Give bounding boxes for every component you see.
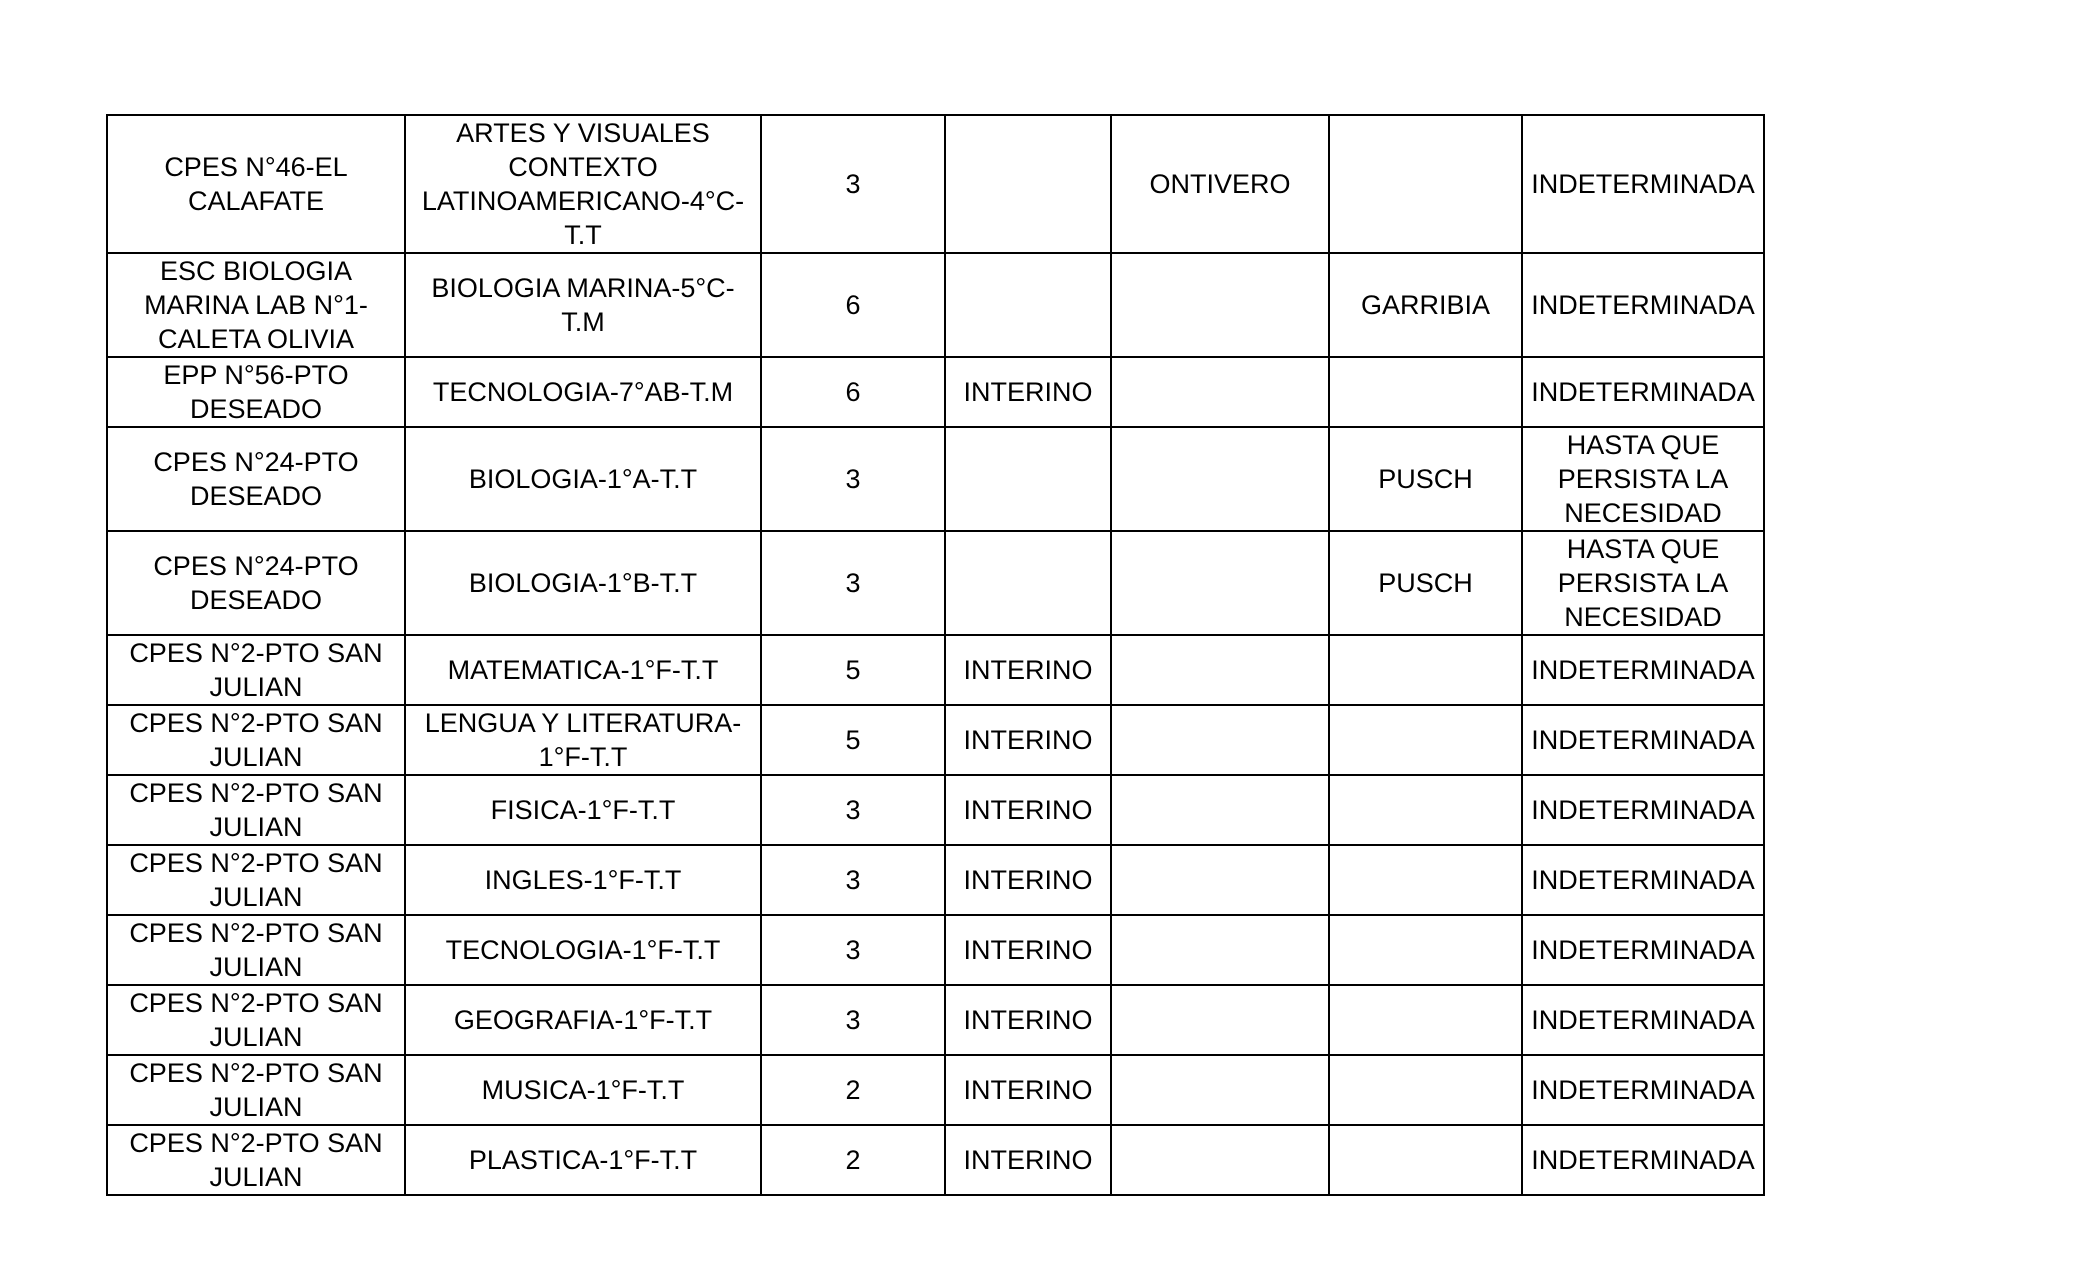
duration-cell-line: NECESIDAD	[1564, 498, 1722, 528]
school-cell	[107, 915, 405, 985]
school-cell-line: CPES N°2-PTO SAN	[129, 1128, 383, 1158]
table-row	[107, 775, 1764, 845]
school-cell	[107, 253, 405, 357]
table-row	[107, 253, 1764, 357]
status-cell: INTERINO	[945, 357, 1111, 427]
table-row	[107, 635, 1764, 705]
hours-cell: 3	[761, 845, 945, 915]
school-cell	[107, 775, 405, 845]
status-cell	[945, 115, 1111, 253]
hours-cell: 2	[761, 1055, 945, 1125]
table-row	[107, 531, 1764, 635]
school-cell	[107, 357, 405, 427]
subject-cell-line: T.M	[561, 307, 605, 337]
table-row	[107, 845, 1764, 915]
school-cell-line: CPES N°46-EL	[164, 152, 348, 182]
status-cell: INTERINO	[945, 915, 1111, 985]
duration-cell	[1522, 635, 1764, 705]
duration-cell	[1522, 531, 1764, 635]
table-row	[107, 1125, 1764, 1195]
subject-cell-line: BIOLOGIA-1°A-T.T	[468, 464, 698, 494]
subject-cell	[405, 1055, 761, 1125]
name-cell: ONTIVERO	[1111, 115, 1329, 253]
table-row	[107, 357, 1764, 427]
table-body	[107, 115, 1764, 1195]
duration-cell-line: HASTA QUE	[1566, 534, 1720, 564]
status-cell: INTERINO	[945, 845, 1111, 915]
duration-cell	[1522, 253, 1764, 357]
school-cell	[107, 1055, 405, 1125]
school-cell-line: CPES N°2-PTO SAN	[129, 1058, 383, 1088]
hours-cell: 3	[761, 531, 945, 635]
school-cell-line: JULIAN	[209, 882, 303, 912]
name-cell	[1111, 427, 1329, 531]
duration-cell	[1522, 427, 1764, 531]
duration-cell-line: INDETERMINADA	[1531, 1145, 1755, 1175]
replacement-name-cell	[1329, 775, 1522, 845]
subject-cell-line: BIOLOGIA MARINA-5°C-	[431, 273, 735, 303]
status-cell: INTERINO	[945, 705, 1111, 775]
duration-cell-line: HASTA QUE	[1566, 430, 1720, 460]
subject-cell-line: CONTEXTO	[508, 152, 658, 182]
table-row	[107, 985, 1764, 1055]
replacement-name-cell	[1329, 357, 1522, 427]
school-cell-line: DESEADO	[189, 585, 323, 615]
subject-cell	[405, 845, 761, 915]
name-cell	[1111, 253, 1329, 357]
name-cell	[1111, 531, 1329, 635]
name-cell	[1111, 357, 1329, 427]
subject-cell-line: LATINOAMERICANO-4°C-	[421, 186, 745, 216]
subject-cell-line: GEOGRAFIA-1°F-T.T	[453, 1005, 713, 1035]
name-cell	[1111, 1055, 1329, 1125]
duration-cell	[1522, 1125, 1764, 1195]
replacement-name-cell	[1329, 115, 1522, 253]
school-cell	[107, 845, 405, 915]
table-row	[107, 115, 1764, 253]
school-cell-line: JULIAN	[209, 1162, 303, 1192]
subject-cell	[405, 775, 761, 845]
name-cell	[1111, 845, 1329, 915]
status-cell	[945, 531, 1111, 635]
school-cell-line: DESEADO	[189, 394, 323, 424]
status-cell	[945, 427, 1111, 531]
replacement-name-cell	[1329, 985, 1522, 1055]
school-cell-line: CPES N°2-PTO SAN	[129, 848, 383, 878]
duration-cell-line: INDETERMINADA	[1531, 1075, 1755, 1105]
hours-cell: 5	[761, 705, 945, 775]
table-row	[107, 427, 1764, 531]
hours-cell: 3	[761, 775, 945, 845]
table-row	[107, 1055, 1764, 1125]
replacement-name-cell	[1329, 915, 1522, 985]
subject-cell-line: LENGUA Y LITERATURA-	[424, 708, 742, 738]
replacement-name-cell	[1329, 705, 1522, 775]
duration-cell-line: INDETERMINADA	[1531, 377, 1755, 407]
status-cell: INTERINO	[945, 1055, 1111, 1125]
school-cell-line: CPES N°2-PTO SAN	[129, 988, 383, 1018]
name-cell	[1111, 985, 1329, 1055]
duration-cell	[1522, 705, 1764, 775]
school-cell	[107, 115, 405, 253]
school-cell	[107, 531, 405, 635]
hours-cell: 3	[761, 115, 945, 253]
replacement-name-cell: PUSCH	[1329, 531, 1522, 635]
duration-cell-line: INDETERMINADA	[1531, 1005, 1755, 1035]
duration-cell-line: INDETERMINADA	[1531, 795, 1755, 825]
school-cell	[107, 705, 405, 775]
duration-cell	[1522, 775, 1764, 845]
school-cell-line: ESC BIOLOGIA	[159, 256, 353, 286]
duration-cell	[1522, 115, 1764, 253]
assignment-table	[106, 114, 1765, 1196]
school-cell-line: CPES N°24-PTO	[153, 447, 359, 477]
subject-cell	[405, 635, 761, 705]
duration-cell-line: NECESIDAD	[1564, 602, 1722, 632]
subject-cell	[405, 531, 761, 635]
subject-cell	[405, 253, 761, 357]
subject-cell-line: T.T	[564, 220, 602, 250]
duration-cell-line: INDETERMINADA	[1531, 725, 1755, 755]
subject-cell	[405, 1125, 761, 1195]
school-cell-line: JULIAN	[209, 952, 303, 982]
duration-cell-line: INDETERMINADA	[1531, 865, 1755, 895]
table-row	[107, 915, 1764, 985]
school-cell-line: JULIAN	[209, 672, 303, 702]
school-cell-line: CPES N°2-PTO SAN	[129, 778, 383, 808]
duration-cell-line: INDETERMINADA	[1531, 655, 1755, 685]
duration-cell-line: INDETERMINADA	[1531, 935, 1755, 965]
subject-cell-line: TECNOLOGIA-1°F-T.T	[445, 935, 721, 965]
hours-cell: 3	[761, 915, 945, 985]
replacement-name-cell: GARRIBIA	[1329, 253, 1522, 357]
school-cell-line: DESEADO	[189, 481, 323, 511]
subject-cell	[405, 427, 761, 531]
subject-cell-line: TECNOLOGIA-7°AB-T.M	[432, 377, 734, 407]
school-cell	[107, 427, 405, 531]
subject-cell-line: FISICA-1°F-T.T	[490, 795, 676, 825]
school-cell-line: CPES N°24-PTO	[153, 551, 359, 581]
subject-cell-line: MATEMATICA-1°F-T.T	[447, 655, 719, 685]
hours-cell: 2	[761, 1125, 945, 1195]
name-cell	[1111, 705, 1329, 775]
replacement-name-cell: PUSCH	[1329, 427, 1522, 531]
subject-cell	[405, 705, 761, 775]
school-cell-line: JULIAN	[209, 1092, 303, 1122]
hours-cell: 3	[761, 985, 945, 1055]
replacement-name-cell	[1329, 845, 1522, 915]
hours-cell: 5	[761, 635, 945, 705]
duration-cell-line: INDETERMINADA	[1531, 169, 1755, 199]
school-cell-line: CPES N°2-PTO SAN	[129, 918, 383, 948]
school-cell-line: CALETA OLIVIA	[157, 324, 355, 354]
subject-cell-line: PLASTICA-1°F-T.T	[468, 1145, 698, 1175]
subject-cell-line: 1°F-T.T	[538, 742, 628, 772]
hours-cell: 6	[761, 253, 945, 357]
school-cell	[107, 985, 405, 1055]
school-cell-line: CALAFATE	[187, 186, 325, 216]
school-cell-line: JULIAN	[209, 742, 303, 772]
duration-cell	[1522, 915, 1764, 985]
subject-cell	[405, 115, 761, 253]
name-cell	[1111, 1125, 1329, 1195]
duration-cell	[1522, 985, 1764, 1055]
subject-cell	[405, 985, 761, 1055]
school-cell-line: CPES N°2-PTO SAN	[129, 638, 383, 668]
status-cell: INTERINO	[945, 985, 1111, 1055]
status-cell: INTERINO	[945, 635, 1111, 705]
name-cell	[1111, 775, 1329, 845]
school-cell	[107, 635, 405, 705]
hours-cell: 3	[761, 427, 945, 531]
hours-cell: 6	[761, 357, 945, 427]
school-cell-line: MARINA LAB N°1-	[144, 290, 368, 320]
status-cell	[945, 253, 1111, 357]
replacement-name-cell	[1329, 1055, 1522, 1125]
school-cell-line: JULIAN	[209, 812, 303, 842]
status-cell: INTERINO	[945, 1125, 1111, 1195]
duration-cell	[1522, 357, 1764, 427]
duration-cell-line: PERSISTA LA	[1557, 568, 1729, 598]
school-cell-line: EPP N°56-PTO	[163, 360, 349, 390]
subject-cell	[405, 915, 761, 985]
replacement-name-cell	[1329, 1125, 1522, 1195]
duration-cell	[1522, 845, 1764, 915]
subject-cell-line: BIOLOGIA-1°B-T.T	[468, 568, 698, 598]
replacement-name-cell	[1329, 635, 1522, 705]
subject-cell-line: INGLES-1°F-T.T	[484, 865, 682, 895]
duration-cell	[1522, 1055, 1764, 1125]
subject-cell-line: MUSICA-1°F-T.T	[481, 1075, 685, 1105]
name-cell	[1111, 635, 1329, 705]
school-cell-line: JULIAN	[209, 1022, 303, 1052]
subject-cell	[405, 357, 761, 427]
duration-cell-line: PERSISTA LA	[1557, 464, 1729, 494]
subject-cell-line: ARTES Y VISUALES	[456, 118, 710, 148]
duration-cell-line: INDETERMINADA	[1531, 290, 1755, 320]
status-cell: INTERINO	[945, 775, 1111, 845]
table-row	[107, 705, 1764, 775]
school-cell	[107, 1125, 405, 1195]
name-cell	[1111, 915, 1329, 985]
school-cell-line: CPES N°2-PTO SAN	[129, 708, 383, 738]
